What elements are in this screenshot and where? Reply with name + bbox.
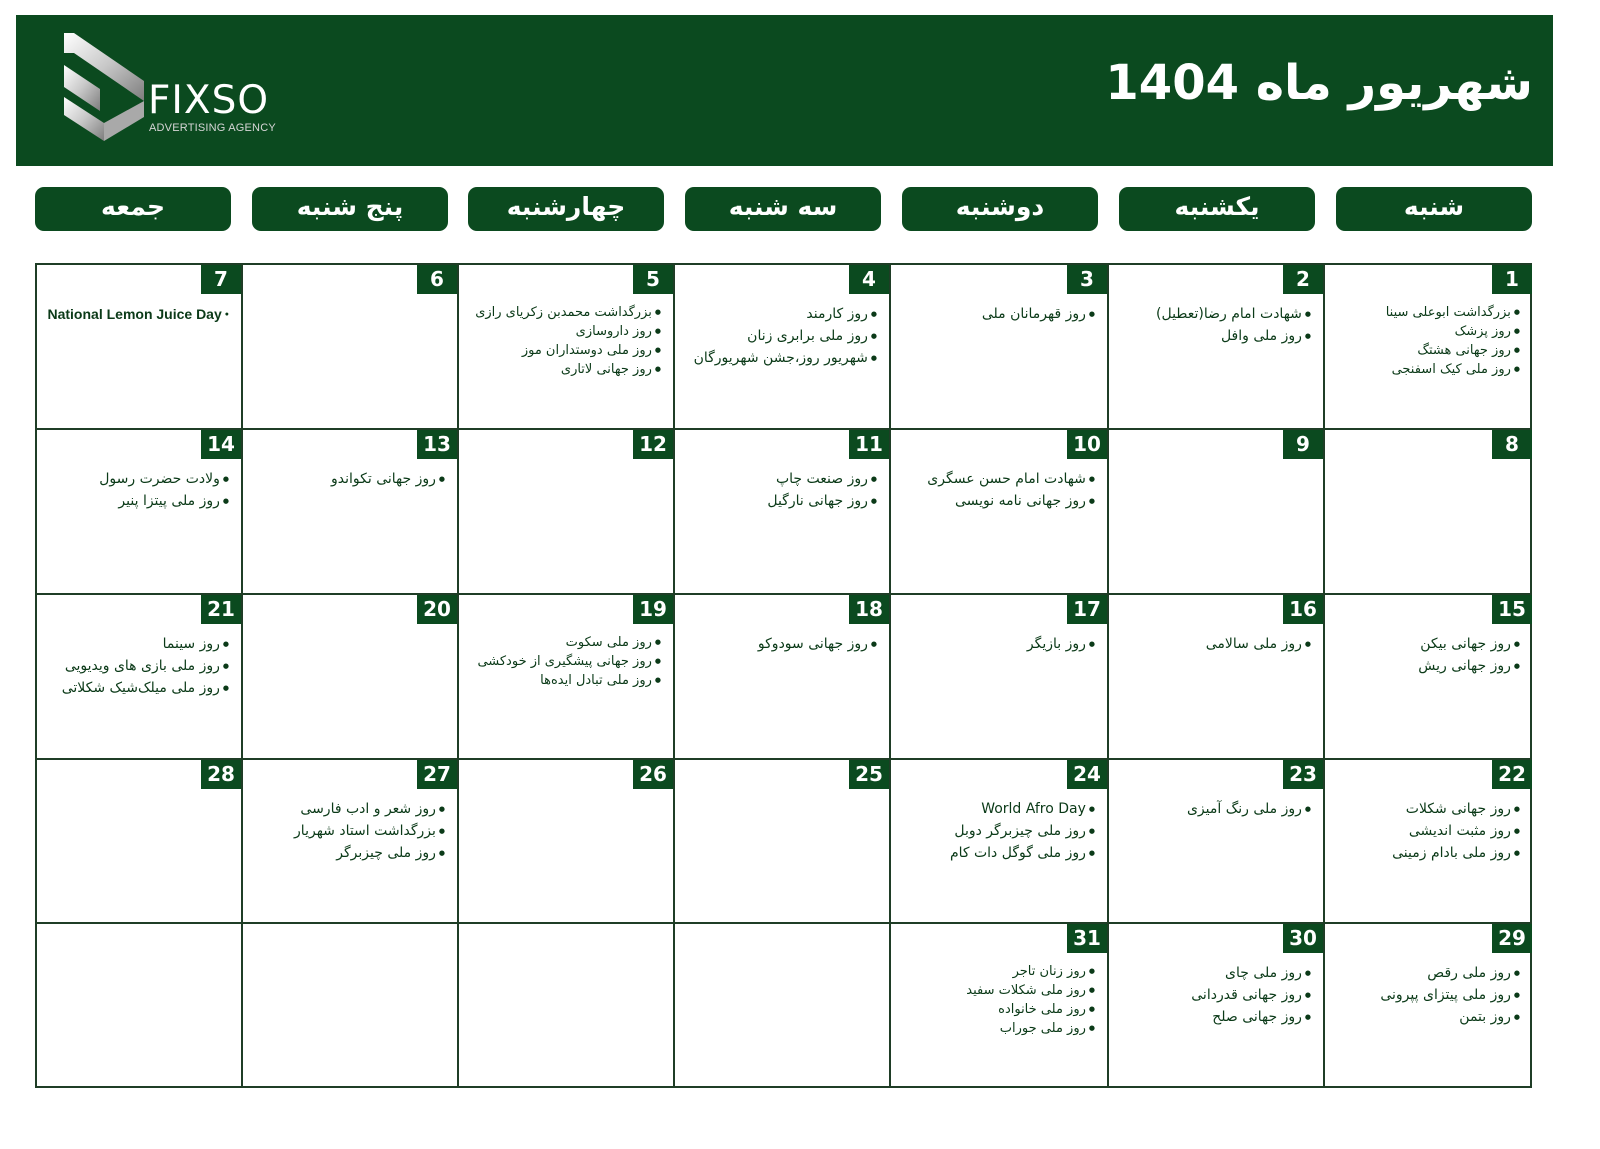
- event-item: ● روز مثبت اندیشی: [1331, 820, 1520, 842]
- event-item: ● روز ملی شکلات سفید: [897, 981, 1095, 1000]
- day-cell: [1325, 430, 1532, 593]
- event-list: [897, 798, 1095, 864]
- weekday-header-row: [35, 187, 1532, 231]
- logo-tagline: ADVERTISING AGENCY: [149, 122, 276, 134]
- event-list: [249, 798, 445, 864]
- day-cell: [675, 430, 889, 593]
- event-item: ● روز ملی چای: [1115, 962, 1311, 984]
- day-cell: [243, 760, 457, 922]
- event-item: ● روز ملی گوگل دات کام: [897, 842, 1095, 864]
- event-item: ● روز بتمن: [1331, 1006, 1520, 1028]
- event-item: ● روز ملی خانواده: [897, 1000, 1095, 1019]
- event-list: [1115, 303, 1311, 347]
- event-item: ● روز ملی چیزبرگر دوبل: [897, 820, 1095, 842]
- day-number: 5: [633, 265, 673, 294]
- day-cell: [675, 595, 889, 758]
- day-cell: [37, 760, 241, 922]
- day-cell: [1325, 595, 1532, 758]
- logo-wordmark: FIXSO: [148, 78, 270, 123]
- event-item: ● روز جهانی ریش: [1331, 655, 1520, 677]
- weekday-label: شنبه: [1336, 187, 1532, 231]
- day-number: 22: [1492, 760, 1532, 789]
- day-cell: [1325, 760, 1532, 922]
- empty-cell: [37, 924, 241, 1088]
- day-cell: [459, 760, 673, 922]
- day-cell: [459, 265, 673, 428]
- day-cell: [243, 430, 457, 593]
- event-list: [1331, 633, 1520, 677]
- day-number: 11: [849, 430, 889, 459]
- event-list: [681, 633, 877, 655]
- event-list: [249, 468, 445, 490]
- event-item: ● روز شعر و ادب فارسی: [249, 798, 445, 820]
- event-item: ● روز ملی بادام زمینی: [1331, 842, 1520, 864]
- event-item: ● روز ملی پیتزا پنیر: [43, 490, 229, 512]
- event-list: [897, 303, 1095, 325]
- day-cell: [1109, 924, 1323, 1088]
- event-item: ● شهادت امام رضا(تعطیل): [1115, 303, 1311, 325]
- event-item: ● روز جهانی شکلات: [1331, 798, 1520, 820]
- day-number: 4: [849, 265, 889, 294]
- event-item: ● روز ملی وافل: [1115, 325, 1311, 347]
- day-cell: [459, 595, 673, 758]
- weekday-label: سه شنبه: [685, 187, 881, 231]
- page-title: شهریور ماه 1404: [1105, 55, 1533, 111]
- day-number: 10: [1067, 430, 1107, 459]
- day-cell: [891, 760, 1107, 922]
- event-item: ● روز کارمند: [681, 303, 877, 325]
- day-number: 13: [417, 430, 457, 459]
- event-item: ● شهریور روز،جشن شهریورگان: [681, 347, 877, 369]
- day-cell: [675, 760, 889, 922]
- event-item: ● روز صنعت چاپ: [681, 468, 877, 490]
- empty-cell: [243, 924, 457, 1088]
- event-list: [897, 633, 1095, 655]
- day-number: 24: [1067, 760, 1107, 789]
- day-number: 27: [417, 760, 457, 789]
- event-list: [1115, 962, 1311, 1028]
- event-item: ● بزرگداشت ابوعلی سینا: [1331, 303, 1520, 322]
- day-number: 14: [201, 430, 241, 459]
- day-cell: [37, 265, 241, 428]
- day-cell: [891, 265, 1107, 428]
- event-item: ● روز جهانی صلح: [1115, 1006, 1311, 1028]
- day-number: 23: [1283, 760, 1323, 789]
- day-number: 17: [1067, 595, 1107, 624]
- event-item: ● روز جهانی هشتگ: [1331, 341, 1520, 360]
- event-item: ● ولادت حضرت رسول: [43, 468, 229, 490]
- event-item: ● روز زنان تاجر: [897, 962, 1095, 981]
- weekday-label: یکشنبه: [1119, 187, 1315, 231]
- day-number: 12: [633, 430, 673, 459]
- day-cell: [37, 595, 241, 758]
- event-item: ● روز جهانی پیشگیری از خودکشی: [465, 652, 661, 671]
- event-item: ● روز ملی برابری زنان: [681, 325, 877, 347]
- day-cell: [1109, 760, 1323, 922]
- day-number: 2: [1283, 265, 1323, 294]
- event-item: ● روز جهانی نارگیل: [681, 490, 877, 512]
- event-item: ● روز ملی دوستداران موز: [465, 341, 661, 360]
- event-item: ● روز ملی پیتزای پپرونی: [1331, 984, 1520, 1006]
- day-number: 21: [201, 595, 241, 624]
- day-number: 20: [417, 595, 457, 624]
- day-number: 29: [1492, 924, 1532, 953]
- brand-logo: [60, 31, 300, 141]
- event-item: ● روز ملی تبادل ایده‌ها: [465, 671, 661, 690]
- empty-cell: [459, 924, 673, 1088]
- event-item: ● روز ملی کیک اسفنجی: [1331, 360, 1520, 379]
- day-cell: [1109, 265, 1323, 428]
- event-item: ● روز ملی جوراب: [897, 1019, 1095, 1038]
- event-item: ● روز پزشک: [1331, 322, 1520, 341]
- event-item: ● روز جهانی نامه نویسی: [897, 490, 1095, 512]
- day-cell: [891, 430, 1107, 593]
- empty-cell: [675, 924, 889, 1088]
- event-list: [43, 633, 229, 699]
- day-number: 1: [1492, 265, 1532, 294]
- day-number: 9: [1283, 430, 1323, 459]
- day-cell: [891, 924, 1107, 1088]
- event-item: ● روز جهانی لاتاری: [465, 360, 661, 379]
- day-cell: [1325, 265, 1532, 428]
- day-number: 26: [633, 760, 673, 789]
- day-number: 16: [1283, 595, 1323, 624]
- day-number: 3: [1067, 265, 1107, 294]
- day-number: 18: [849, 595, 889, 624]
- calendar-grid: [35, 263, 1532, 1088]
- fixso-logo-icon: [60, 31, 150, 141]
- day-number: 30: [1283, 924, 1323, 953]
- event-item: ● روز ملی رنگ آمیزی: [1115, 798, 1311, 820]
- event-item: ● روز جهانی سودوکو: [681, 633, 877, 655]
- event-item: ● روز ملی سکوت: [465, 633, 661, 652]
- day-number: 8: [1492, 430, 1532, 459]
- event-item: ● روز ملی میلک‌شیک شکلاتی: [43, 677, 229, 699]
- event-item: ● شهادت امام حسن عسگری: [897, 468, 1095, 490]
- event-item: ● روز ملی سالامی: [1115, 633, 1311, 655]
- day-cell: [243, 595, 457, 758]
- event-item: ● روز داروسازی: [465, 322, 661, 341]
- event-item: ● روز ملی رقص: [1331, 962, 1520, 984]
- weekday-label: چهارشنبه: [468, 187, 664, 231]
- day-number: 7: [201, 265, 241, 294]
- day-number: 25: [849, 760, 889, 789]
- event-list: [465, 633, 661, 690]
- event-item: ● روز سینما: [43, 633, 229, 655]
- event-list: [43, 468, 229, 512]
- weekday-label: جمعه: [35, 187, 231, 231]
- event-item: ● روز جهانی بیکن: [1331, 633, 1520, 655]
- day-cell: [675, 265, 889, 428]
- event-list: [1115, 633, 1311, 655]
- event-item: ● بزرگداشت محمدبن زکریای رازی: [465, 303, 661, 322]
- event-list: [1331, 303, 1520, 379]
- day-cell: [1109, 430, 1323, 593]
- event-item: ● روز جهانی قدردانی: [1115, 984, 1311, 1006]
- day-cell: [891, 595, 1107, 758]
- day-cell: [243, 265, 457, 428]
- event-list: [681, 468, 877, 512]
- event-item: ● روز ملی بازی های ویدیویی: [43, 655, 229, 677]
- day-number: 28: [201, 760, 241, 789]
- event-list: [43, 303, 229, 326]
- weekday-label: دوشنبه: [902, 187, 1098, 231]
- calendar-header: [16, 15, 1553, 166]
- day-cell: [459, 430, 673, 593]
- event-list: [681, 303, 877, 369]
- event-item: ● روز ملی چیزبرگر: [249, 842, 445, 864]
- day-number: 6: [417, 265, 457, 294]
- event-item: ● National Lemon Juice Day: [43, 303, 229, 326]
- event-list: [1115, 798, 1311, 820]
- event-list: [897, 962, 1095, 1038]
- event-item: ● روز قهرمانان ملی: [897, 303, 1095, 325]
- day-number: 15: [1492, 595, 1532, 624]
- event-item: ● روز بازیگر: [897, 633, 1095, 655]
- event-item: ● بزرگداشت استاد شهریار: [249, 820, 445, 842]
- day-number: 19: [633, 595, 673, 624]
- event-item: ● روز جهانی تکواندو: [249, 468, 445, 490]
- event-list: [465, 303, 661, 379]
- event-list: [1331, 798, 1520, 864]
- weekday-label: پنج شنبه: [252, 187, 448, 231]
- day-number: 31: [1067, 924, 1107, 953]
- event-item: ● World Afro Day: [897, 798, 1095, 820]
- day-cell: [1325, 924, 1532, 1088]
- event-list: [897, 468, 1095, 512]
- day-cell: [37, 430, 241, 593]
- event-list: [1331, 962, 1520, 1028]
- day-cell: [1109, 595, 1323, 758]
